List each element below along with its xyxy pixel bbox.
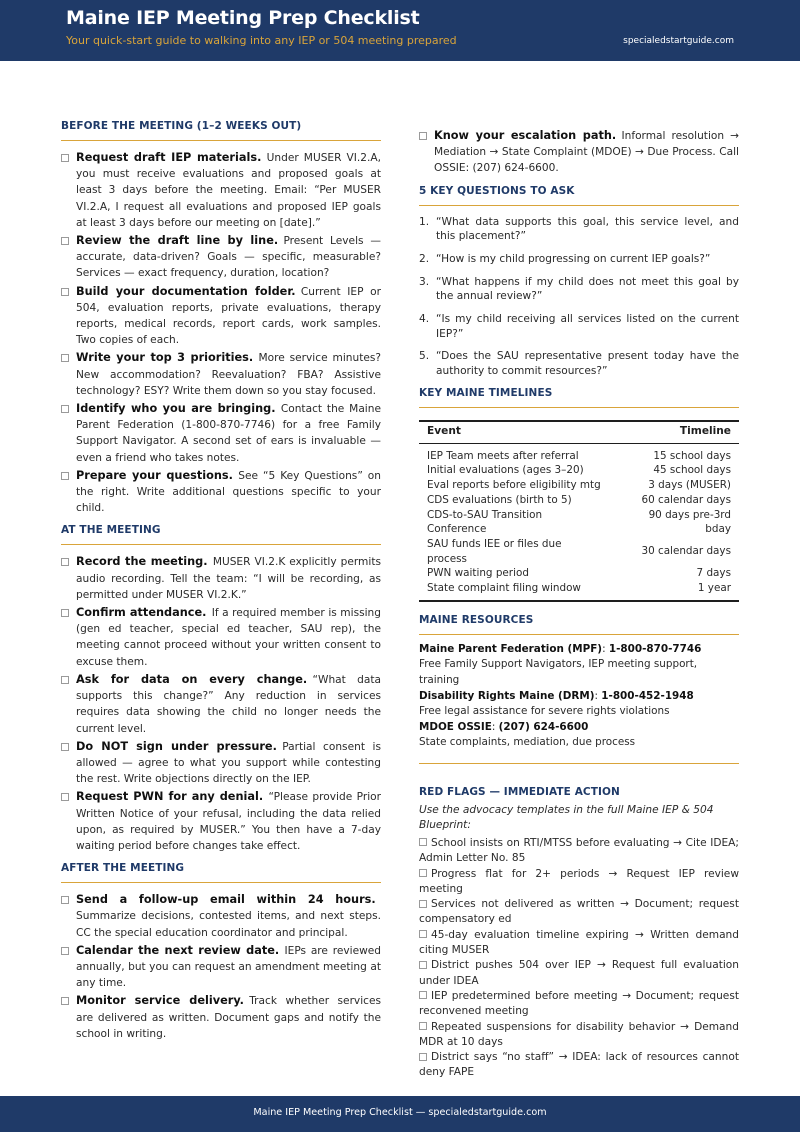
- checklist-item: [61, 401, 381, 466]
- resource-phone[interactable]: (207) 624-6600: [498, 720, 589, 733]
- red-flag-item: [419, 836, 739, 867]
- checklist-item-text: Partial consent is allowed — agree to what you support while contesting the rest. Write objections directly on the IEP.: [76, 740, 381, 786]
- resource-description: Free Family Support Navigators, IEP meeting support, training: [419, 658, 698, 686]
- checklist-item: [61, 284, 381, 349]
- checkbox[interactable]: [419, 930, 427, 938]
- red-flag-item: [419, 958, 739, 989]
- resource-header: Disability Rights Maine (DRM): 1-800-452-1948: [419, 689, 694, 702]
- red-flag-text: 45-day evaluation timeline expiring → Written demand citing MUSER: [419, 928, 739, 957]
- checklist-item: [61, 892, 381, 941]
- question-number: 3.: [419, 275, 430, 288]
- resource-header: Maine Parent Federation (MPF): 1-800-870-7746: [419, 642, 702, 655]
- checklist-item-title: Request draft IEP materials.: [76, 151, 262, 164]
- red-flag-item: [419, 989, 739, 1020]
- section-heading-after: AFTER THE MEETING: [61, 862, 185, 875]
- checklist-item-text: IEPs are reviewed annually, but you can request an amendment meeting at any time.: [76, 944, 381, 990]
- checkbox[interactable]: [61, 288, 69, 296]
- checklist-item-title: Review the draft line by line.: [76, 234, 279, 248]
- question-text: “What happens if my child does not meet this goal by the annual review?”: [436, 275, 739, 303]
- checklist-item: [61, 789, 381, 854]
- checklist-item-text: MUSER VI.2.K explicitly permits audio recording. Tell the team: “I will be recording, as permitted under MUSER VI.2.K.”: [76, 556, 381, 601]
- table-row: [419, 463, 739, 478]
- red-flags-list: [419, 836, 739, 1081]
- red-flag-text: Services not delivered as written → Document; request compensatory ed: [419, 898, 739, 926]
- checklist-item-title: Write your top 3 priorities.: [76, 351, 254, 365]
- page-footer: [0, 1096, 800, 1132]
- question-item: [419, 215, 739, 244]
- checklist-item-title: Build your documentation folder.: [76, 284, 296, 298]
- table-row: [419, 566, 739, 581]
- checklist-item: [419, 128, 739, 177]
- checkbox[interactable]: [61, 558, 69, 566]
- resource-phone[interactable]: 1-800-870-7746: [608, 642, 702, 655]
- table-row: [419, 478, 739, 493]
- section-divider: [419, 205, 739, 206]
- table-cell-timeline: 60 calendar days: [641, 493, 731, 506]
- red-flag-text: IEP predetermined before meeting → Document; request reconvened meeting: [419, 989, 739, 1018]
- question-item: [419, 252, 739, 266]
- section-divider: [419, 634, 739, 635]
- checklist-item: [61, 943, 381, 992]
- table-cell-timeline: 30 calendar days: [641, 545, 731, 558]
- checklist-item-text: More service minutes? New accommodation? Reevaluation? FBA? Assistive technology? ESY? Write them down so you stay focused.: [76, 352, 382, 397]
- table-cell-timeline: 15 school days: [653, 449, 731, 462]
- resource-name: MDOE OSSIE: [419, 720, 492, 733]
- checkbox[interactable]: [61, 405, 69, 413]
- checklist-item-title: Ask for data on every change.: [76, 672, 308, 686]
- checkbox[interactable]: [61, 947, 69, 955]
- checkbox[interactable]: [419, 1022, 427, 1030]
- checkbox[interactable]: [61, 609, 69, 617]
- question-text: “How is my child progressing on current IEP goals?”: [436, 252, 711, 265]
- checklist-item-text: Summarize decisions, contested items, and next steps. CC the special education coordinator and principal.: [76, 910, 381, 939]
- resource-name: Maine Parent Federation (MPF): [419, 642, 603, 655]
- checklist-item: [61, 554, 381, 603]
- checklist-item-title: Do NOT sign under pressure.: [76, 739, 277, 753]
- checkbox[interactable]: [61, 676, 69, 684]
- checklist-item-title: Send a follow-up email within 24 hours.: [76, 893, 376, 907]
- table-row: [419, 443, 739, 463]
- checklist-after-continued: [419, 128, 739, 177]
- table-cell-event: IEP Team meets after referral: [427, 449, 579, 462]
- checklist-item: [61, 739, 381, 788]
- checklist-item: [61, 605, 381, 670]
- table-cell-timeline: 45 school days: [653, 464, 731, 477]
- section-heading-timelines: KEY MAINE TIMELINES: [419, 386, 553, 399]
- page-header: [0, 0, 800, 61]
- red-flag-item: [419, 928, 739, 959]
- checklist-item: [61, 233, 381, 282]
- header-site-link[interactable]: specialedstartguide.com: [623, 36, 734, 46]
- checklist-item-text: Contact the Maine Parent Federation (1-800-870-7746) for a free Family Support Navigator. A second set of ears is invaluable — even a friend who takes notes.: [76, 403, 381, 464]
- red-flag-item: [419, 867, 739, 898]
- checklist-item: [61, 672, 381, 737]
- table-cell-event: SAU funds IEE or files due process: [427, 537, 562, 565]
- checklist-item-title: Know your escalation path.: [434, 129, 617, 142]
- checklist-during: [61, 554, 381, 854]
- checklist-item-title: Record the meeting.: [76, 555, 208, 569]
- checkbox[interactable]: [419, 132, 427, 140]
- checkbox[interactable]: [61, 354, 69, 362]
- question-item: [419, 349, 739, 378]
- table-cell-timeline: 90 days pre-3rd bday: [648, 508, 731, 536]
- resource-description: Free legal assistance for severe rights violations: [419, 705, 670, 718]
- red-flags-intro: Use the advocacy templates in the full Maine IEP & 504 Blueprint:: [419, 803, 714, 831]
- checklist-before: [61, 150, 381, 516]
- checklist-item-text: Under MUSER VI.2.A, you must receive evaluations and proposed goals at least 3 days before the meeting. Email: “Per MUSER VI.2.A, I request all evaluations and proposed IEP goals at least 3 days before our meeting on [date].”: [76, 152, 381, 229]
- checkbox[interactable]: [419, 991, 427, 999]
- resource-phone[interactable]: 1-800-452-1948: [601, 689, 694, 702]
- checkbox[interactable]: [419, 869, 427, 877]
- question-text: “Does the SAU representative present today have the authority to commit resources?”: [436, 350, 739, 377]
- timelines-table: [419, 420, 739, 602]
- resource-name: Disability Rights Maine (DRM): [419, 689, 595, 702]
- question-item: [419, 312, 739, 341]
- table-cell-event: Initial evaluations (ages 3–20): [427, 464, 584, 477]
- table-cell-event: CDS-to-SAU Transition Conference: [427, 508, 543, 536]
- section-heading-before: BEFORE THE MEETING (1–2 WEEKS OUT): [61, 120, 302, 132]
- resource-description: State complaints, mediation, due process: [419, 736, 636, 749]
- checklist-item-title: Calendar the next review date.: [76, 943, 280, 957]
- checklist-item-title: Identify who you are bringing.: [76, 402, 276, 416]
- checkbox[interactable]: [419, 838, 427, 846]
- red-flag-item: [419, 1020, 739, 1051]
- question-number: 4.: [419, 313, 430, 326]
- resource-header: MDOE OSSIE: (207) 624-6600: [419, 720, 589, 733]
- checklist-item: [61, 350, 381, 399]
- table-row: [419, 537, 739, 566]
- section-heading-resources: MAINE RESOURCES: [419, 613, 534, 626]
- section-divider: [419, 763, 739, 764]
- table-row: [419, 493, 739, 508]
- red-flag-item: [419, 897, 739, 928]
- section-divider: [61, 882, 381, 883]
- checklist-item-text: “Please provide Prior Written Notice of your refusal, including the data relied upon, as required by MUSER.” You then have a 7-day waiting period before changes take effect.: [76, 791, 381, 852]
- question-item: [419, 275, 739, 304]
- table-cell-event: PWN waiting period: [427, 567, 529, 580]
- table-cell-event: State complaint filing window: [419, 581, 612, 601]
- checklist-item: [61, 150, 381, 231]
- table-row: [419, 508, 739, 537]
- red-flag-text: Progress flat for 2+ periods → Request IEP review meeting: [419, 867, 739, 895]
- red-flag-text: Repeated suspensions for disability behavior → Demand MDR at 10 days: [419, 1020, 739, 1048]
- section-divider: [61, 140, 381, 141]
- red-flag-text: District pushes 504 over IEP → Request full evaluation under IDEA: [419, 959, 739, 987]
- footer-text: Maine IEP Meeting Prep Checklist — specialedstartguide.com: [253, 1107, 547, 1118]
- question-number: 2.: [419, 252, 430, 265]
- red-flag-text: School insists on RTI/MTSS before evaluating → Cite IDEA; Admin Letter No. 85: [419, 836, 739, 865]
- checklist-item-text: Current IEP or 504, evaluation reports, private evaluations, therapy reports, medical records, report cards, work samples. Two copies of each.: [76, 285, 381, 347]
- key-questions-list: [419, 215, 739, 379]
- table-cell-event: CDS evaluations (birth to 5): [427, 493, 572, 506]
- checklist-item-title: Monitor service delivery.: [76, 994, 244, 1008]
- checklist-item-title: Prepare your questions.: [76, 468, 233, 482]
- checklist-item-title: Confirm attendance.: [76, 606, 207, 620]
- checkbox[interactable]: [419, 900, 427, 908]
- checklist-item-text: See “5 Key Questions” on the right. Write additional questions specific to your child.: [76, 469, 382, 515]
- right-column: [419, 128, 739, 1081]
- checklist-item-text: Present Levels — accurate, data-driven? Goals — specific, measurable? Services — exact frequency, duration, location?: [76, 235, 381, 280]
- red-flag-text: District says “no staff” → IDEA: lack of resources cannot deny FAPE: [419, 1051, 739, 1079]
- left-column: [61, 120, 381, 1044]
- checklist-item: [61, 468, 381, 517]
- checkbox[interactable]: [61, 237, 69, 245]
- section-heading-during: AT THE MEETING: [61, 524, 161, 537]
- table-header-event: Event: [419, 421, 612, 444]
- table-cell-timeline: 7 days: [696, 567, 731, 580]
- question-text: “What data supports this goal, this service level, and this placement?”: [436, 215, 739, 243]
- checkbox[interactable]: [419, 1053, 427, 1061]
- section-heading-questions: 5 KEY QUESTIONS TO ASK: [419, 184, 575, 197]
- checklist-item-title: Request PWN for any denial.: [76, 790, 264, 804]
- checklist-item-text: If a required member is missing (gen ed teacher, special ed teacher, SAU rep), the meeting cannot proceed without your written consent to excuse them.: [76, 607, 381, 668]
- page-subtitle: Your quick-start guide to walking into any IEP or 504 meeting prepared: [66, 34, 457, 47]
- page-title: Maine IEP Meeting Prep Checklist: [66, 7, 420, 29]
- section-divider: [61, 544, 381, 545]
- checkbox[interactable]: [61, 472, 69, 480]
- resources-list: [419, 642, 739, 751]
- checklist-item: [61, 993, 381, 1042]
- red-flag-item: [419, 1050, 739, 1081]
- checklist-item-text: “What data supports this change?” Any reduction in services requires data showing the child no longer needs the current level.: [76, 673, 381, 735]
- checkbox[interactable]: [61, 743, 69, 751]
- table-cell-timeline: 1 year: [612, 581, 739, 601]
- checklist-after: [61, 892, 381, 1042]
- question-number: 1.: [419, 215, 430, 228]
- table-header-row: [419, 421, 739, 444]
- checklist-item-text: Track whether services are delivered as written. Document gaps and notify the school in writing.: [76, 995, 382, 1040]
- question-number: 5.: [419, 350, 430, 363]
- table-header-timeline: Timeline: [612, 421, 739, 444]
- section-divider: [419, 407, 739, 408]
- section-heading-red-flags: RED FLAGS — IMMEDIATE ACTION: [419, 785, 620, 798]
- checkbox[interactable]: [419, 961, 427, 969]
- checkbox[interactable]: [61, 896, 69, 904]
- question-text: “Is my child receiving all services listed on the current IEP?”: [436, 313, 739, 340]
- checkbox[interactable]: [61, 997, 69, 1005]
- checklist-item-text: Informal resolution → Mediation → State Complaint (MDOE) → Due Process. Call OSSIE: (207) 624-6600.: [434, 130, 739, 175]
- table-row: [419, 581, 739, 601]
- checkbox[interactable]: [61, 154, 69, 162]
- checkbox[interactable]: [61, 793, 69, 801]
- table-cell-timeline: 3 days (MUSER): [648, 479, 731, 492]
- table-cell-event: Eval reports before eligibility mtg: [427, 479, 601, 492]
